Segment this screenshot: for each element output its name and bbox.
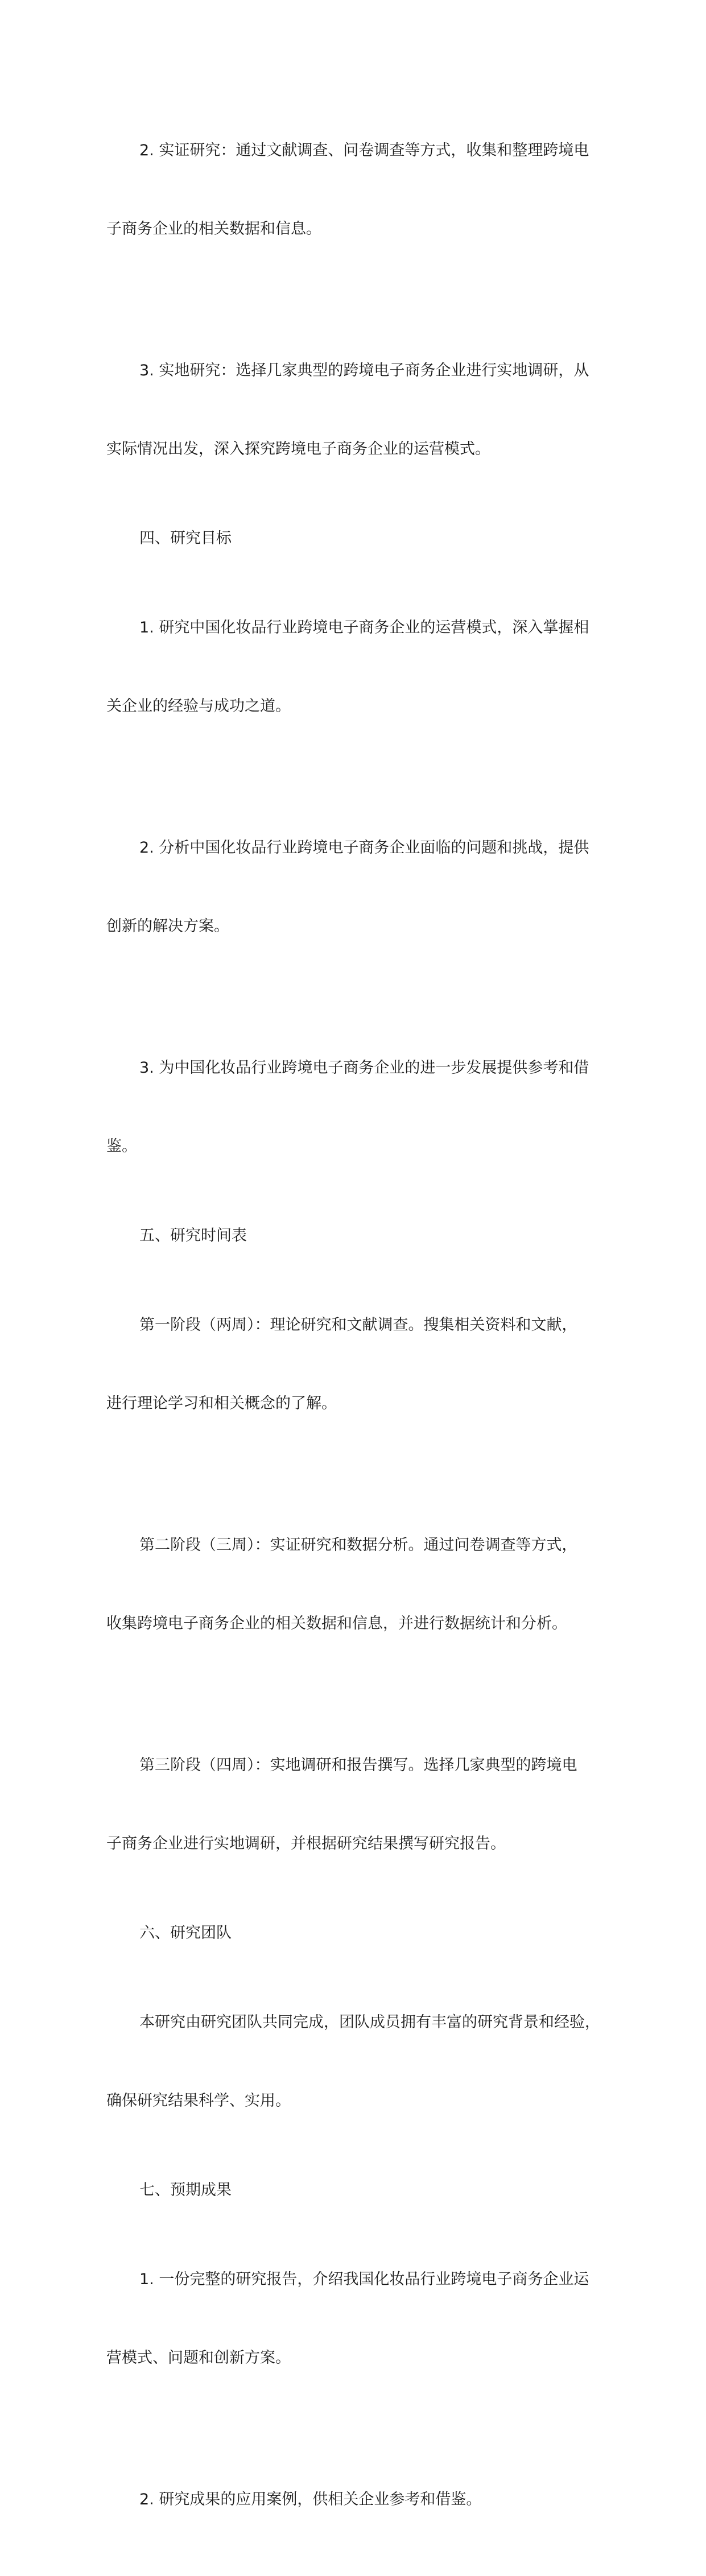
paragraph-line: 确保研究结果科学、实用。 xyxy=(106,2092,291,2110)
paragraph-result-2 xyxy=(106,2434,618,2565)
document-body xyxy=(106,85,618,2576)
section-heading-research-goals: 四、研究目标 xyxy=(139,530,232,547)
paragraph-team xyxy=(106,1957,618,2166)
paragraph-line: 本研究由研究团队共同完成，团队成员拥有丰富的研究背景和经验， xyxy=(139,2013,600,2031)
paragraph-field-research xyxy=(106,305,618,515)
paragraph-line: 收集跨境电子商务企业的相关数据和信息，并进行数据统计和分析。 xyxy=(106,1615,567,1632)
paragraph-line: 第三阶段（四周）：实地调研和报告撰写。选择几家典型的跨境电 xyxy=(139,1756,577,1774)
section-heading-expected-results: 七、预期成果 xyxy=(139,2181,232,2199)
paragraph-line: 2. 分析中国化妆品行业跨境电子商务企业面临的问题和挑战，提供 xyxy=(139,839,589,857)
section-heading-team: 六、研究团队 xyxy=(139,1924,232,1942)
paragraph-line: 3. 为中国化妆品行业跨境电子商务企业的进一步发展提供参考和借 xyxy=(139,1059,589,1077)
paragraph-result-1 xyxy=(106,2214,618,2424)
paragraph-phase-1 xyxy=(106,1260,618,1469)
paragraph-line: 子商务企业进行实地调研，并根据研究结果撰写研究报告。 xyxy=(106,1835,506,1853)
paragraph-goal-3 xyxy=(106,1003,618,1212)
paragraph-line: 创新的解决方案。 xyxy=(106,917,229,935)
paragraph-line: 第一阶段（两周）：理论研究和文献调查。搜集相关资料和文献， xyxy=(139,1316,577,1334)
paragraph-phase-3 xyxy=(106,1700,618,1909)
paragraph-line: 第二阶段（三周）：实证研究和数据分析。通过问卷调查等方式， xyxy=(139,1536,577,1554)
paragraph-line: 营模式、问题和创新方案。 xyxy=(106,2349,291,2367)
paragraph-line: 1. 一份完整的研究报告，介绍我国化妆品行业跨境电子商务企业运 xyxy=(139,2271,589,2288)
paragraph-line: 子商务企业的相关数据和信息。 xyxy=(106,220,321,238)
paragraph-line: 1. 研究中国化妆品行业跨境电子商务企业的运营模式，深入掌握相 xyxy=(139,619,589,636)
paragraph-empirical-research xyxy=(106,85,618,295)
paragraph-goal-1 xyxy=(106,563,618,772)
paragraph-line: 关企业的经验与成功之道。 xyxy=(106,697,291,715)
section-heading-timeline: 五、研究时间表 xyxy=(139,1227,247,1244)
paragraph-line: 2. 研究成果的应用案例，供相关企业参考和借鉴。 xyxy=(139,2491,482,2508)
paragraph-phase-2 xyxy=(106,1480,618,1689)
paragraph-line: 鉴。 xyxy=(106,1138,137,1155)
paragraph-line: 实际情况出发，深入探究跨境电子商务企业的运营模式。 xyxy=(106,440,490,458)
paragraph-line: 3. 实地研究：选择几家典型的跨境电子商务企业进行实地调研，从 xyxy=(139,362,589,379)
paragraph-line: 2. 实证研究：通过文献调查、问卷调查等方式，收集和整理跨境电 xyxy=(139,142,589,159)
paragraph-line: 进行理论学习和相关概念的了解。 xyxy=(106,1395,337,1412)
paragraph-goal-2 xyxy=(106,783,618,992)
